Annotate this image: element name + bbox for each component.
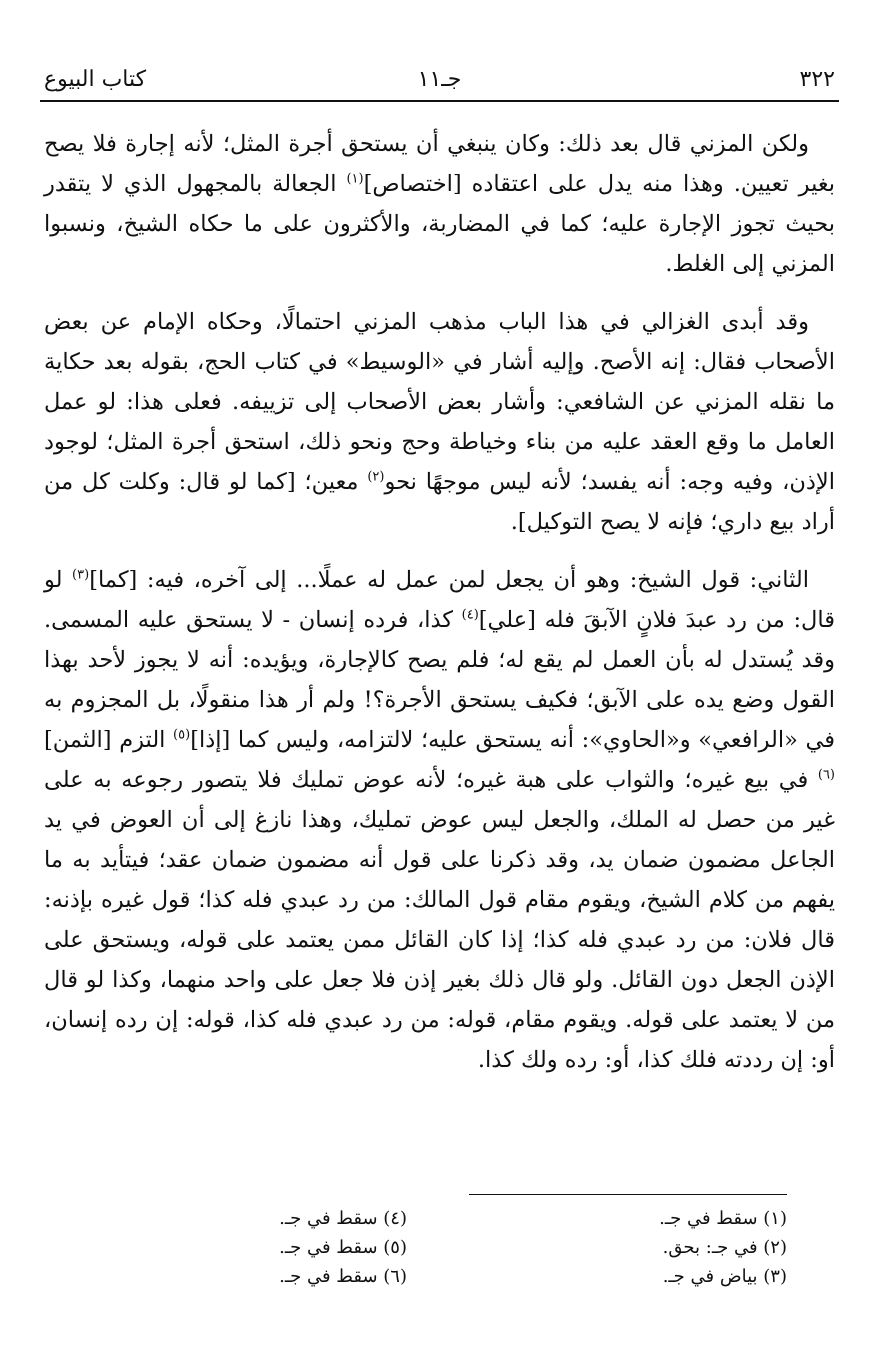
footnote-marker: (٣)	[72, 567, 90, 583]
paragraph-1: ولكن المزني قال بعد ذلك: وكان ينبغي أن يستحق أجرة المثل؛ لأنه إجارة فلا يصح بغير تعيين. وهذا منه يدل على اعتقاده [اختصاص]$^{(١)}$ الجعالة بالمجهول الذي لا يتقدر بحيث تجوز الإجارة عليه؛ كما في المضاربة، والأكثرون على ما حكاه الشيخ، ونسبوا المزني إلى الغلط.	[44, 131, 835, 277]
footnotes-left-column	[75, 1204, 455, 1291]
footnotes	[44, 1204, 835, 1291]
footnote-marker: (٢)	[367, 469, 385, 485]
footnote-marker: (١)	[346, 171, 364, 187]
footnote-marker: (٤)	[461, 607, 479, 623]
page-number: ٣٢٢	[799, 66, 835, 92]
footnote-1: (١) سقط في جـ.	[659, 1208, 787, 1229]
book-title: كتاب البيوع	[44, 66, 147, 92]
footnotes-right-column	[455, 1204, 835, 1291]
footnote-divider	[469, 1194, 787, 1195]
footnote-5: (٥) سقط في جـ.	[279, 1237, 407, 1258]
footnote-6: (٦) سقط في جـ.	[279, 1266, 407, 1287]
header-divider	[40, 100, 839, 102]
footnote-3: (٣) بياض في جـ.	[662, 1266, 787, 1287]
page-header	[44, 62, 835, 96]
volume-label: جـ١١	[417, 66, 462, 92]
footnote-marker: (٥)	[173, 727, 191, 743]
footnote-2: (٢) في جـ: بحق.	[662, 1237, 787, 1258]
paragraph-2: وقد أبدى الغزالي في هذا الباب مذهب المزني احتمالًا، وحكاه الإمام عن بعض الأصحاب فقال: إنه الأصح. وإليه أشار في «الوسيط» في كتاب الحج، بقوله بعد حكاية ما نقله المزني عن الشافعي: وأشار بعض الأصحاب إلى تزييفه. فعلى هذا: لو عمل العامل ما وقع العقد عليه من بناء وخياطة وحج ونحو ذلك، استحق أجرة المثل؛ لوجود الإذن، وفيه وجه: أنه يفسد؛ لأنه ليس موجهًا نحو$^{(٢)}$ معين؛ [كما لو قال: وكلت كل من أراد بيع داري؛ فإنه لا يصح التوكيل].	[44, 309, 835, 535]
paragraph-3: الثاني: قول الشيخ: وهو أن يجعل لمن عمل له عملًا... إلى آخره، فيه: [كما]$^{(٣)}$ لو قال: من رد عبدَ فلانٍ الآبقَ فله [علي]$^{(٤)}$ كذا، فرده إنسان - لا يستحق عليه المسمى. وقد يُستدل له بأن العمل لم يقع له؛ فلم يصح كالإجارة، ويؤيده: أنه لا يجوز لأحد بهذا القول وضع يده على الآبق؛ فكيف يستحق الأجرة؟! ولم أر هذا منقولًا، بل المجزوم به في «الرافعي» و«الحاوي»: أنه يستحق عليه؛ لالتزامه، وليس كما [إذا]$^{(٥)}$ التزم [الثمن]$^{(٦)}$ في بيع غيره؛ والثواب على هبة غيره؛ لأنه عوض تمليك فلا يتصور رجوعه به على غير من حصل له الملك، والجعل ليس عوض تمليك، وهذا نازغ إلى أن العوض في يد الجاعل مضمون ضمان يد، وقد ذكرنا على قول أنه مضمون ضمان عقد؛ فيتأيد به ما يفهم من كلام الشيخ، ويقوم مقام قول المالك: من رد عبدي فله كذا؛ قول غيره بإذنه: قال فلان: من رد عبدي فله كذا؛ إذا كان القائل ممن يعتمد على قوله، ويستحق على الإذن الجعل دون القائل. ولو قال ذلك بغير إذن فلا جعل على واحد منهما، وكذا لو قال من لا يعتمد على قوله. ويقوم مقام، قوله: من رد عبدي فله كذا، قوله: إن رده إنسان، أو: إن رددته فلك كذا، أو: رده ولك كذا.	[44, 567, 835, 1073]
footnote-marker: (٦)	[817, 767, 835, 783]
footnote-4: (٤) سقط في جـ.	[279, 1208, 407, 1229]
main-text	[44, 124, 835, 1098]
